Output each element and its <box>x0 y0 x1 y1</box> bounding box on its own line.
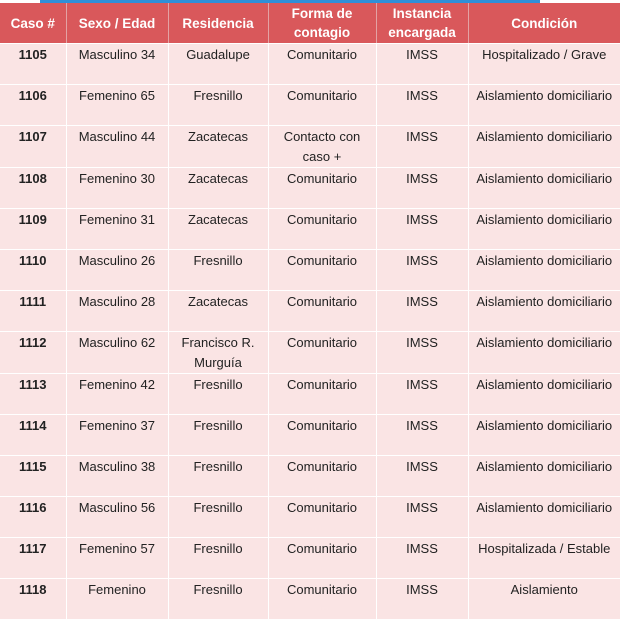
cell-sexo-edad-text: Masculino 38 <box>78 459 156 474</box>
table-row <box>0 85 620 126</box>
cell-caso-text: 1112 <box>19 335 47 350</box>
cell-residencia <box>168 250 268 291</box>
cell-sexo-edad-text: Femenino 65 <box>79 88 155 103</box>
cell-instancia <box>376 209 468 250</box>
cell-caso-text: 1114 <box>19 418 47 433</box>
header-caso: Caso # <box>0 3 66 44</box>
cases-table-head <box>0 3 620 44</box>
cell-forma-contagio-text: Comunitario <box>286 88 358 103</box>
cell-residencia-text: Zacatecas <box>188 129 248 144</box>
cell-instancia-text: IMSS <box>406 212 438 227</box>
cell-sexo-edad-text: Masculino 26 <box>78 253 156 268</box>
cell-instancia <box>376 374 468 415</box>
cell-condicion <box>468 415 620 456</box>
header-sexo-edad: Sexo / Edad <box>66 3 168 44</box>
cell-caso-text: 1107 <box>18 129 47 144</box>
cell-caso <box>0 250 66 291</box>
table-row <box>0 415 620 456</box>
table-row <box>0 538 620 579</box>
cell-condicion-text: Aislamiento domiciliario <box>476 377 613 392</box>
cell-forma-contagio <box>268 209 376 250</box>
cell-condicion-text: Aislamiento domiciliario <box>476 335 613 350</box>
cell-condicion-text: Aislamiento domiciliario <box>476 129 613 144</box>
cell-sexo-edad <box>66 168 168 209</box>
cell-condicion-text: Aislamiento domiciliario <box>476 294 613 309</box>
cell-forma-contagio-text: Comunitario <box>286 582 358 597</box>
cell-caso <box>0 332 66 374</box>
cell-caso-text: 1116 <box>19 500 47 515</box>
cell-instancia <box>376 579 468 620</box>
cell-caso <box>0 291 66 332</box>
cell-condicion-text: Aislamiento domiciliario <box>476 418 613 433</box>
cases-table <box>0 3 620 620</box>
cell-residencia-text: Fresnillo <box>193 418 243 433</box>
cell-instancia <box>376 415 468 456</box>
cell-instancia <box>376 291 468 332</box>
cell-sexo-edad <box>66 291 168 332</box>
cell-residencia-text: Zacatecas <box>188 294 248 309</box>
cell-condicion <box>468 579 620 620</box>
cell-instancia-text: IMSS <box>406 171 438 186</box>
cell-sexo-edad-text: Masculino 44 <box>78 129 156 144</box>
cell-residencia-text: Fresnillo <box>193 88 243 103</box>
cell-sexo-edad <box>66 85 168 126</box>
cell-instancia <box>376 497 468 538</box>
cell-residencia <box>168 332 268 374</box>
cell-forma-contagio <box>268 579 376 620</box>
cell-condicion-text: Aislamiento domiciliario <box>476 171 613 186</box>
cell-sexo-edad <box>66 374 168 415</box>
cell-instancia <box>376 168 468 209</box>
cell-instancia-text: IMSS <box>406 459 438 474</box>
cases-table-body <box>0 44 620 620</box>
cell-forma-contagio-text: Comunitario <box>286 500 358 515</box>
cell-caso <box>0 579 66 620</box>
cell-forma-contagio <box>268 538 376 579</box>
cell-residencia-text: Fresnillo <box>193 253 243 268</box>
cell-condicion <box>468 456 620 497</box>
cell-forma-contagio-text: Comunitario <box>286 47 358 62</box>
cell-residencia-text: Fresnillo <box>193 582 243 597</box>
cell-instancia-text: IMSS <box>406 47 438 62</box>
cell-sexo-edad-text: Femenino 31 <box>79 212 155 227</box>
cell-sexo-edad-text: Masculino 28 <box>78 294 156 309</box>
cell-sexo-edad <box>66 415 168 456</box>
cell-forma-contagio <box>268 168 376 209</box>
cell-condicion-text: Aislamiento domiciliario <box>476 459 613 474</box>
cell-caso <box>0 126 66 168</box>
cell-condicion-text: Aislamiento domiciliario <box>476 88 613 103</box>
cell-forma-contagio-text: Comunitario <box>286 294 358 309</box>
cell-forma-contagio-text: Comunitario <box>286 541 358 556</box>
header-instancia: Instancia encargada <box>376 3 468 44</box>
table-row <box>0 456 620 497</box>
cell-residencia-text: Fresnillo <box>193 377 243 392</box>
cell-sexo-edad <box>66 538 168 579</box>
cell-forma-contagio-text: Comunitario <box>286 418 358 433</box>
cell-forma-contagio <box>268 126 376 168</box>
cell-condicion <box>468 332 620 374</box>
cell-condicion <box>468 538 620 579</box>
cell-residencia <box>168 85 268 126</box>
cell-forma-contagio <box>268 250 376 291</box>
cell-instancia-text: IMSS <box>406 129 438 144</box>
cell-caso-text: 1110 <box>19 253 47 268</box>
cell-instancia-text: IMSS <box>406 294 438 309</box>
cell-instancia <box>376 44 468 85</box>
cell-residencia-text: Fresnillo <box>193 459 243 474</box>
cell-caso-text: 1117 <box>19 541 47 556</box>
cell-forma-contagio <box>268 44 376 85</box>
cell-caso-text: 1106 <box>18 88 47 103</box>
table-row <box>0 44 620 85</box>
cell-condicion <box>468 168 620 209</box>
cell-residencia <box>168 291 268 332</box>
cell-residencia-text: Zacatecas <box>188 171 248 186</box>
cell-residencia <box>168 497 268 538</box>
cell-condicion <box>468 291 620 332</box>
cell-instancia <box>376 332 468 374</box>
cell-forma-contagio <box>268 291 376 332</box>
cell-caso <box>0 415 66 456</box>
cell-condicion-text: Aislamiento domiciliario <box>476 500 613 515</box>
cell-residencia-text: Fresnillo <box>193 500 243 515</box>
cell-forma-contagio-text: Contacto con caso + <box>283 129 361 164</box>
cell-forma-contagio <box>268 332 376 374</box>
cell-caso-text: 1115 <box>19 459 47 474</box>
cell-forma-contagio-text: Comunitario <box>286 459 358 474</box>
cell-forma-contagio-text: Comunitario <box>286 335 358 350</box>
cell-instancia-text: IMSS <box>406 88 438 103</box>
cell-forma-contagio <box>268 456 376 497</box>
cell-sexo-edad-text: Femenino 42 <box>79 377 155 392</box>
table-row <box>0 374 620 415</box>
cell-condicion-text: Hospitalizado / Grave <box>482 47 607 62</box>
cell-sexo-edad-text: Masculino 34 <box>78 47 156 62</box>
cell-forma-contagio <box>268 374 376 415</box>
cell-caso <box>0 85 66 126</box>
table-row <box>0 497 620 538</box>
cell-condicion-text: Aislamiento domiciliario <box>476 212 613 227</box>
table-row <box>0 126 620 168</box>
cell-condicion-text: Aislamiento domiciliario <box>476 253 613 268</box>
cell-sexo-edad <box>66 126 168 168</box>
cell-residencia-text: Zacatecas <box>188 212 248 227</box>
header-residencia: Residencia <box>168 3 268 44</box>
cell-residencia <box>168 538 268 579</box>
header-row <box>0 3 620 44</box>
cell-residencia <box>168 456 268 497</box>
cell-sexo-edad-text: Femenino 37 <box>79 418 155 433</box>
cell-sexo-edad-text: Femenino 57 <box>79 541 155 556</box>
cell-instancia-text: IMSS <box>406 582 438 597</box>
cell-caso <box>0 44 66 85</box>
cell-sexo-edad <box>66 332 168 374</box>
cell-sexo-edad-text: Femenino 30 <box>79 171 155 186</box>
cell-caso-text: 1109 <box>18 212 47 227</box>
cell-forma-contagio <box>268 415 376 456</box>
cell-instancia <box>376 126 468 168</box>
cell-caso <box>0 374 66 415</box>
cell-residencia <box>168 374 268 415</box>
cell-instancia-text: IMSS <box>406 253 438 268</box>
cell-sexo-edad <box>66 579 168 620</box>
cell-condicion <box>468 250 620 291</box>
cell-residencia <box>168 209 268 250</box>
cell-condicion <box>468 209 620 250</box>
cell-instancia-text: IMSS <box>406 500 438 515</box>
cell-residencia <box>168 415 268 456</box>
cell-residencia <box>168 579 268 620</box>
cell-sexo-edad-text: Femenino <box>88 582 146 597</box>
cell-caso-text: 1105 <box>18 47 47 62</box>
cell-caso-text: 1108 <box>18 171 47 186</box>
table-row <box>0 332 620 374</box>
cell-condicion-text: Hospitalizada / Estable <box>478 541 611 556</box>
cell-residencia <box>168 168 268 209</box>
cell-caso <box>0 456 66 497</box>
cell-caso <box>0 209 66 250</box>
cell-condicion <box>468 85 620 126</box>
cell-residencia <box>168 126 268 168</box>
cell-instancia <box>376 250 468 291</box>
cell-instancia <box>376 85 468 126</box>
cell-sexo-edad <box>66 250 168 291</box>
cell-sexo-edad <box>66 497 168 538</box>
cell-instancia-text: IMSS <box>406 377 438 392</box>
cell-forma-contagio-text: Comunitario <box>286 377 358 392</box>
cell-caso <box>0 497 66 538</box>
cell-residencia-text: Fresnillo <box>193 541 243 556</box>
cell-caso-text: 1118 <box>19 582 47 597</box>
cell-sexo-edad-text: Masculino 56 <box>78 500 156 515</box>
table-row <box>0 209 620 250</box>
cell-residencia-text: Guadalupe <box>186 47 250 62</box>
cell-instancia <box>376 456 468 497</box>
cell-sexo-edad-text: Masculino 62 <box>78 335 156 350</box>
table-row <box>0 168 620 209</box>
cell-condicion <box>468 126 620 168</box>
cell-instancia-text: IMSS <box>406 541 438 556</box>
cell-sexo-edad <box>66 456 168 497</box>
header-condicion: Condición <box>468 3 620 44</box>
cell-caso <box>0 168 66 209</box>
cell-condicion <box>468 374 620 415</box>
cell-forma-contagio-text: Comunitario <box>286 212 358 227</box>
cell-forma-contagio <box>268 85 376 126</box>
cell-caso-text: 1113 <box>19 377 47 392</box>
cell-caso <box>0 538 66 579</box>
cell-sexo-edad <box>66 209 168 250</box>
cell-instancia-text: IMSS <box>406 418 438 433</box>
cell-residencia <box>168 44 268 85</box>
cell-condicion-text: Aislamiento <box>510 582 578 597</box>
cell-instancia <box>376 538 468 579</box>
cell-sexo-edad <box>66 44 168 85</box>
header-forma-contagio: Forma de contagio <box>268 3 376 44</box>
cell-residencia-text: Francisco R. Murguía <box>181 335 255 370</box>
cell-caso-text: 1111 <box>19 294 47 309</box>
cell-forma-contagio-text: Comunitario <box>286 253 358 268</box>
table-row <box>0 250 620 291</box>
cell-instancia-text: IMSS <box>406 335 438 350</box>
cell-forma-contagio-text: Comunitario <box>286 171 358 186</box>
table-row <box>0 291 620 332</box>
cell-condicion <box>468 44 620 85</box>
cell-condicion <box>468 497 620 538</box>
cell-forma-contagio <box>268 497 376 538</box>
table-row <box>0 579 620 620</box>
